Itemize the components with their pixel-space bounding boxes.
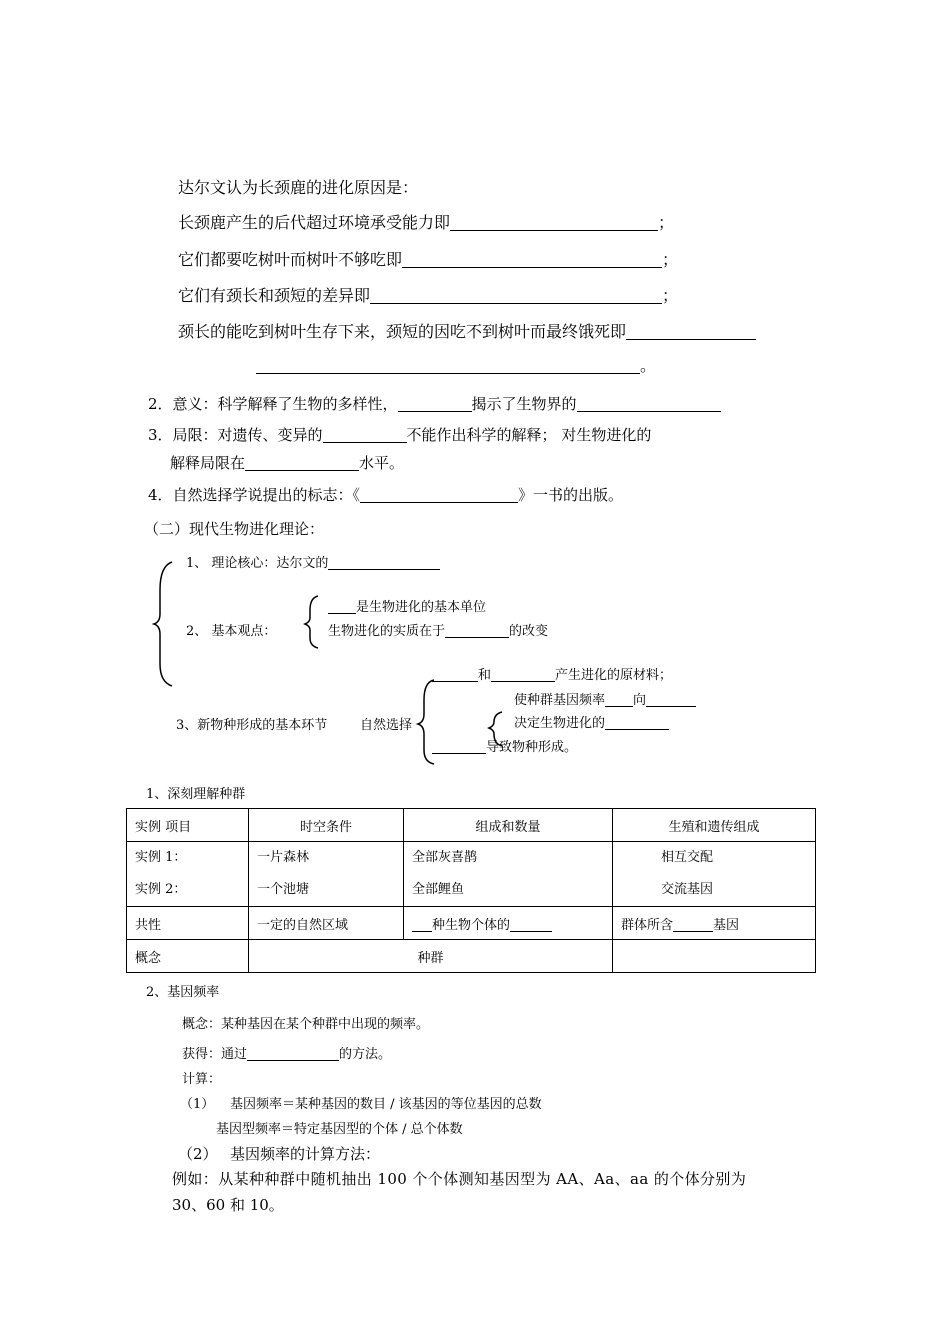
- basic-view-2: 生物进化的实质在于 的改变: [328, 624, 549, 639]
- example-line-2: 30、60 和 10。: [172, 1196, 284, 1214]
- basic-brace: [305, 596, 318, 648]
- blank[interactable]: [247, 1047, 339, 1061]
- table-cell: 一片森林 一个池塘: [249, 842, 404, 907]
- item-3-cont: 解释局限在 水平。: [170, 454, 405, 472]
- table-header-row: [127, 809, 816, 842]
- table-cell: 全部灰喜鹊 全部鲤鱼: [404, 842, 613, 907]
- table-cell: 相互交配 交流基因: [613, 842, 816, 907]
- blank[interactable]: [605, 716, 669, 730]
- darwin-line-1: 长颈鹿产生的后代超过环境承受能力即 ；: [178, 213, 675, 232]
- table-cell: 共性: [127, 907, 249, 940]
- gene-freq-calc: 计算：: [182, 1072, 222, 1087]
- item-3: 3．局限：对遗传、变异的 不能作出科学的解释； 对生物进化的: [148, 426, 652, 444]
- basic-views: 2、 基本观点：: [186, 624, 277, 639]
- table-cell: 一定的自然区域: [249, 907, 404, 940]
- population-title: 1、深刻理解种群: [146, 787, 246, 802]
- darwin-intro: 达尔文认为长颈鹿的进化原因是：: [178, 178, 419, 197]
- blank[interactable]: [328, 600, 356, 614]
- natural-selection: 自然选择: [360, 718, 413, 733]
- decide-evolution: 决定生物进化的: [514, 716, 669, 732]
- table-cell: 种群: [249, 940, 613, 973]
- gene-freq-title: 2、基因频率: [146, 985, 220, 1000]
- blank[interactable]: [445, 624, 509, 638]
- blank[interactable]: [328, 556, 440, 570]
- formula-2: 基因型频率＝特定基因型的个体 / 总个体数: [216, 1122, 463, 1137]
- darwin-line-2: 它们都要吃树叶而树叶不够吃即 ；: [178, 250, 679, 269]
- gene-freq-obtain: 获得：通过 的方法。: [182, 1047, 392, 1062]
- header-cell: 时空条件: [249, 809, 404, 842]
- header-cell: 生殖和遗传组成: [613, 809, 816, 842]
- table-cell: 概念: [127, 940, 249, 973]
- raw-materials: 和 产生进化的原材料；: [432, 668, 672, 684]
- blank[interactable]: [412, 918, 432, 932]
- header-cell: 组成和数量: [404, 809, 613, 842]
- population-table: [126, 808, 816, 973]
- table-row: [127, 907, 816, 940]
- blank[interactable]: [605, 693, 633, 707]
- outer-brace: [154, 562, 172, 686]
- example-line-1: 例如：从某种种群中随机抽出 100 个个体测知基因型为 AA、Aa、aa 的个体分别为: [172, 1170, 747, 1188]
- basic-view-1: 是生物进化的基本单位: [328, 600, 486, 616]
- blank[interactable]: [432, 740, 486, 754]
- table-row: [127, 940, 816, 973]
- darwin-line-4: 颈长的能吃到树叶生存下来，颈短的因吃不到树叶而最终饿死即: [178, 322, 756, 341]
- modern-heading: （二）现代生物进化理论：: [144, 520, 325, 538]
- lead-speciation: 导致物种形成。: [432, 740, 577, 756]
- gene-freq-def: 概念：某种基因在某个种群中出现的频率。: [182, 1017, 430, 1032]
- table-cell: 实例 1： 实例 2：: [127, 842, 249, 907]
- darwin-line-3: 它们有颈长和颈短的差异即 ；: [178, 286, 679, 305]
- table-row: [127, 842, 816, 907]
- table-cell: 群体所含 基因: [613, 907, 816, 940]
- blank[interactable]: [432, 668, 478, 682]
- theory-core: 1、 理论核心：达尔文的: [186, 556, 440, 572]
- blank[interactable]: [646, 693, 696, 707]
- darwin-line-4-cont: 。: [256, 356, 656, 375]
- item-2: 2．意义：科学解释了生物的多样性， 揭示了生物界的: [148, 395, 721, 413]
- blank[interactable]: [673, 918, 713, 932]
- blank[interactable]: [491, 668, 555, 682]
- blank[interactable]: [510, 918, 552, 932]
- freq-direction: 使种群基因频率 向: [514, 693, 696, 709]
- table-cell: 种生物个体的: [404, 907, 613, 940]
- header-cell: 实例 项目: [127, 809, 249, 842]
- method-2: 基因频率的计算方法：: [230, 1145, 381, 1163]
- table-cell: [613, 940, 816, 973]
- formula-1-num: （1）: [180, 1097, 215, 1112]
- item-4: 4．自然选择学说提出的标志：《 》一书的出版。: [148, 486, 624, 504]
- formula-1: 基因频率＝某种基因的数目 / 该基因的等位基因的总数: [230, 1097, 542, 1112]
- speciation-steps: 3、新物种形成的基本环节: [176, 718, 328, 733]
- method-2-num: （2）: [178, 1145, 218, 1163]
